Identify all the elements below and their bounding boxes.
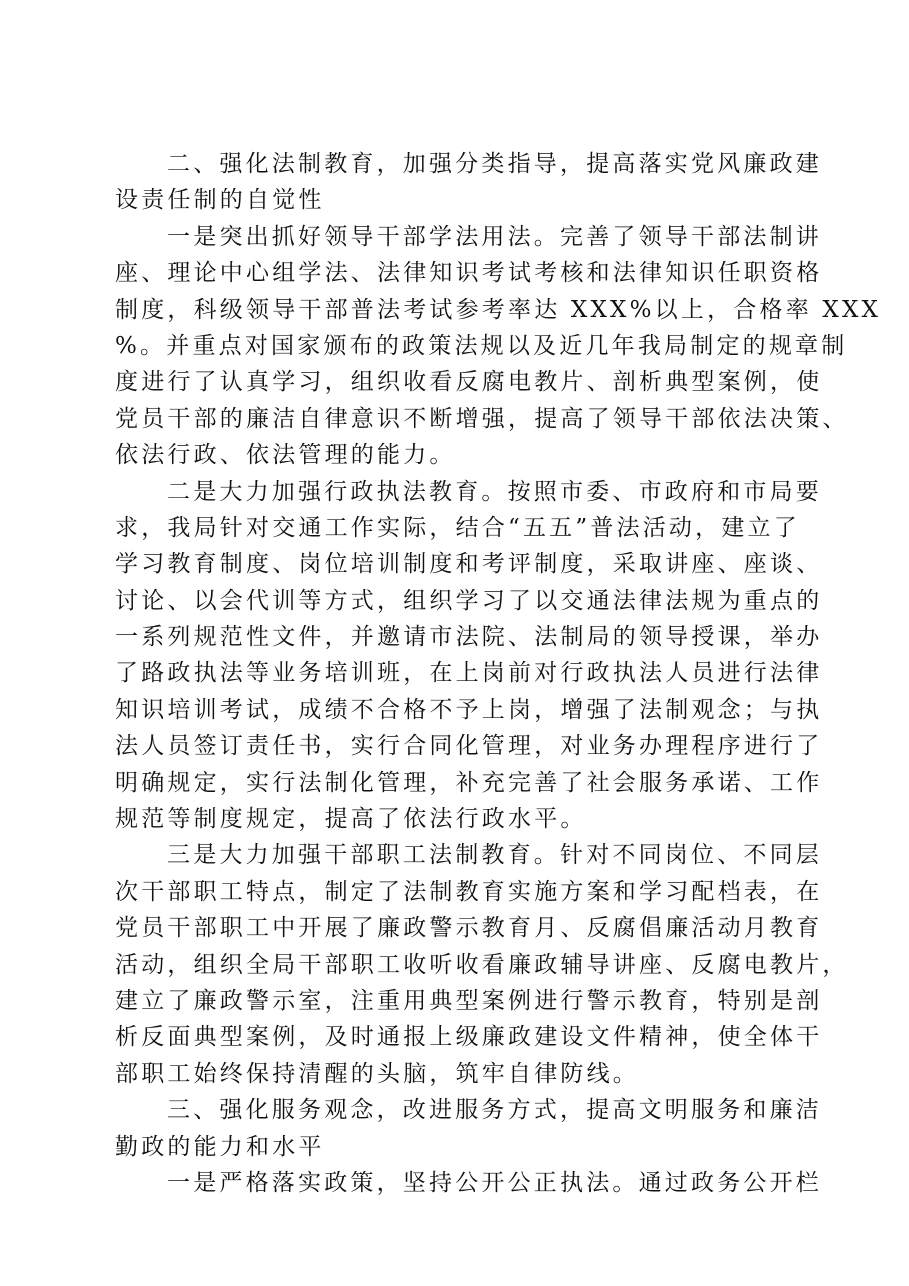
document-line: 党员干部职工中开展了廉政警示教育月、反腐倡廉活动月教育	[115, 915, 823, 942]
document-line: 党员干部的廉洁自律意识不断增强，提高了领导干部依法决策、	[115, 405, 849, 432]
document-line: 讨论、以会代训等方式，组织学习了以交通法律法规为重点的	[115, 587, 823, 614]
document-line: 部职工始终保持清醒的头脑，筑牢自律防线。	[115, 1060, 639, 1087]
document-line: 活动，组织全局干部职工收听收看廉政辅导讲座、反腐电教片，	[115, 951, 849, 978]
document-line: 建立了廉政警示室，注重用典型案例进行警示教育，特别是剖	[115, 987, 823, 1014]
document-line: 规范等制度规定，提高了依法行政水平。	[115, 806, 587, 833]
document-line: 次干部职工特点，制定了法制教育实施方案和学习配档表，在	[115, 878, 823, 905]
document-line: 三、强化服务观念，改进服务方式，提高文明服务和廉洁	[167, 1097, 822, 1124]
document-line: 一是严格落实政策，坚持公开公正执法。通过政务公开栏	[167, 1169, 822, 1196]
document-line: 座、理论中心组学法、法律知识考试考核和法律知识任职资格	[115, 260, 823, 287]
document-line: 学习教育制度、岗位培训制度和考评制度，采取讲座、座谈、	[115, 551, 823, 578]
document-line: 了路政执法等业务培训班，在上岗前对行政执法人员进行法律	[115, 660, 823, 687]
document-line: 一系列规范性文件，并邀请市法院、法制局的领导授课，举办	[115, 624, 823, 651]
document-line: 二是大力加强行政执法教育。按照市委、市政府和市局要	[167, 478, 822, 505]
document-line: 法人员签订责任书，实行合同化管理，对业务办理程序进行了	[115, 733, 823, 760]
document-line: 度进行了认真学习，组织收看反腐电教片、剖析典型案例，使	[115, 369, 823, 396]
document-line: 依法行政、依法管理的能力。	[115, 442, 456, 469]
document-line: 求，我局针对交通工作实际，结合“五五”普法活动，建立了	[115, 514, 800, 541]
document-line: 设责任制的自觉性	[115, 187, 325, 214]
document-line: 勤政的能力和水平	[115, 1133, 325, 1160]
document-line: 知识培训考试，成绩不合格不予上岗，增强了法制观念；与执	[115, 696, 823, 723]
document-line: %。并重点对国家颁布的政策法规以及近几年我局制定的规章制	[115, 332, 848, 359]
document-line: 制度，科级领导干部普法考试参考率达 XXX%以上，合格率 XXX	[115, 296, 882, 323]
document-line: 二、强化法制教育，加强分类指导，提高落实党风廉政建	[167, 151, 822, 177]
document-line: 析反面典型案例，及时通报上级廉政建设文件精神，使全体干	[115, 1024, 823, 1051]
document-body	[115, 146, 882, 1201]
document-line: 明确规定，实行法制化管理，补充完善了社会服务承诺、工作	[115, 769, 823, 796]
document-line: 一是突出抓好领导干部学法用法。完善了领导干部法制讲	[167, 223, 822, 250]
document-line: 三是大力加强干部职工法制教育。针对不同岗位、不同层	[167, 842, 822, 869]
